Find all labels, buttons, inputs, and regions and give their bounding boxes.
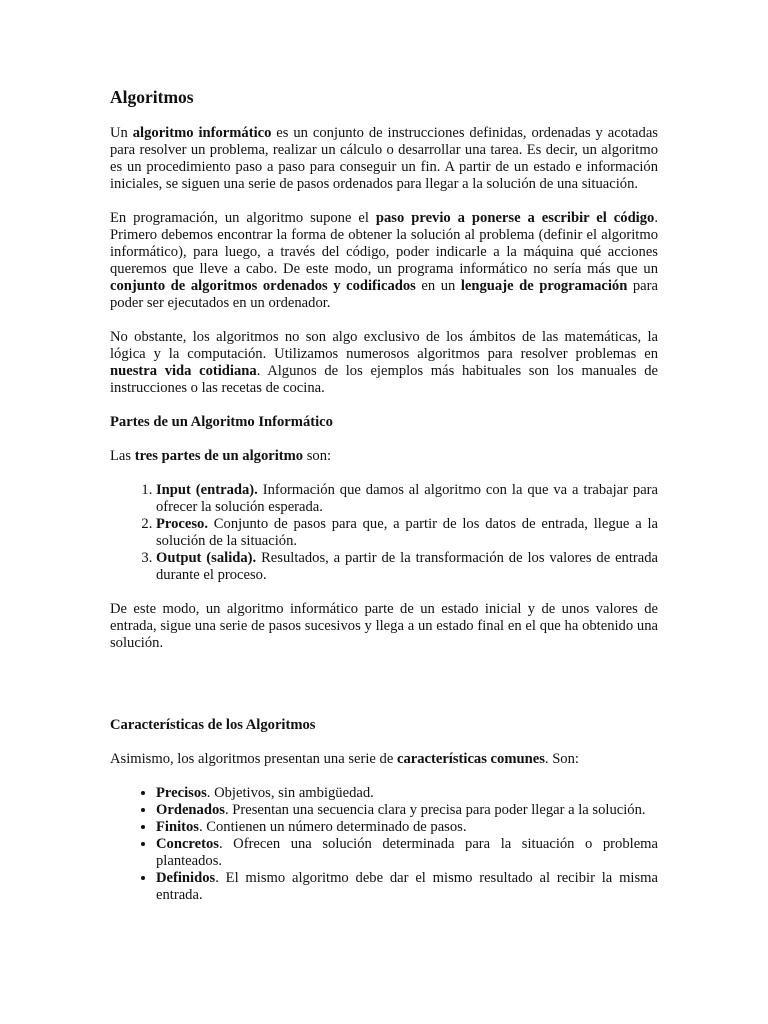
text-run: es un conjunto de instrucciones definidas, ordenadas y acotadas para resolver un problema, realizar un cálculo o desarrollar una tarea. Es decir, un algoritmo es un procedimiento paso a paso para conseguir un fin. A partir de un estado e información iniciales, se siguen una serie de pasos ordenados para llegar a la solución de una situación. [110,125,658,192]
parts-closing: De este modo, un algoritmo informático parte de un estado inicial y de unos valores de entrada, sigue una serie de pasos sucesivos y llega a un estado final en el que ha obtenido una solución. [110,601,658,651]
text-run: Información que damos al algoritmo con la que va a trabajar para ofrecer la solución esperada. [156,482,659,515]
bold-term: Ordenados [156,802,225,818]
paragraph-everyday [110,329,658,397]
text-run: Asimismo, los algoritmos presentan una serie de [110,751,397,767]
blank-space [110,669,658,717]
parts-intro [110,448,658,465]
text-run: para poder ser ejecutados en un ordenador. [110,278,659,311]
list-item [156,870,658,904]
bold-term: tres partes de un algoritmo [134,448,304,464]
text-run: . Son: [544,751,579,767]
bold-term: paso previo a ponerse a escribir el código [375,210,655,226]
paragraph-programming [110,210,658,312]
text-run: . Presentan una secuencia clara y precisa para poder llegar a la solución. [224,802,646,818]
document-page [110,86,658,921]
text-run: . Primero debemos encontrar la forma de obtener la solución al problema (definir el algoritmo informático), para luego, a través del código, poder indicarle a la máquina qué acciones queremos que lleve a cabo. De este modo, un programa informático no sería más que un [110,210,658,277]
list-item [156,836,658,870]
section-heading-parts: Partes de un Algoritmo Informático [110,414,333,430]
list-item [156,516,658,550]
text-run: Conjunto de pasos para que, a partir de los datos de entrada, llegue a la solución de la situación. [156,516,658,549]
text-run: . Algunos de los ejemplos más habituales son los manuales de instrucciones o las recetas de cocina. [110,363,658,396]
bold-term: Precisos [156,785,207,801]
characteristics-list [110,785,658,904]
parts-list [110,482,658,584]
list-item [156,482,658,516]
text-run: en un [415,278,461,294]
text-run: . Ofrecen una solución determinada para la situación o problema planteados. [156,836,658,869]
bold-term: características comunes [396,751,545,767]
bold-term: lenguaje de programación [460,278,628,294]
bold-term: Definidos [156,870,216,886]
text-run: Resultados, a partir de la transformación de los valores de entrada durante el proceso. [156,550,659,583]
text-run: Las [110,448,135,464]
paragraph-definition [110,125,658,193]
list-item [156,785,658,802]
text-run: . Contienen un número determinado de pasos. [198,819,467,835]
text-run: En programación, un algoritmo supone el [110,210,376,226]
bold-term: Proceso. [156,516,209,532]
bold-term: nuestra vida cotidiana [110,363,257,379]
list-item [156,819,658,836]
list-item [156,550,658,584]
text-run: Un [110,125,133,141]
bold-term: Input (entrada). [156,482,258,498]
bold-term: algoritmo informático [132,125,272,141]
text-run: No obstante, los algoritmos no son algo exclusivo de los ámbitos de las matemáticas, la lógica y la computación. Utilizamos numerosos algoritmos para resolver problemas en [110,329,658,362]
list-item [156,802,658,819]
bold-term: conjunto de algoritmos ordenados y codificados [110,278,416,294]
section-heading-characteristics: Características de los Algoritmos [110,717,316,733]
bold-term: Finitos [156,819,199,835]
text-run: . El mismo algoritmo debe dar el mismo resultado al recibir la misma entrada. [156,870,658,903]
document-title: Algoritmos [110,87,194,107]
text-run: . Objetivos, sin ambigüedad. [206,785,374,801]
text-run: son: [303,448,332,464]
bold-term: Output (salida). [156,550,257,566]
characteristics-intro [110,751,658,768]
bold-term: Concretos [156,836,219,852]
